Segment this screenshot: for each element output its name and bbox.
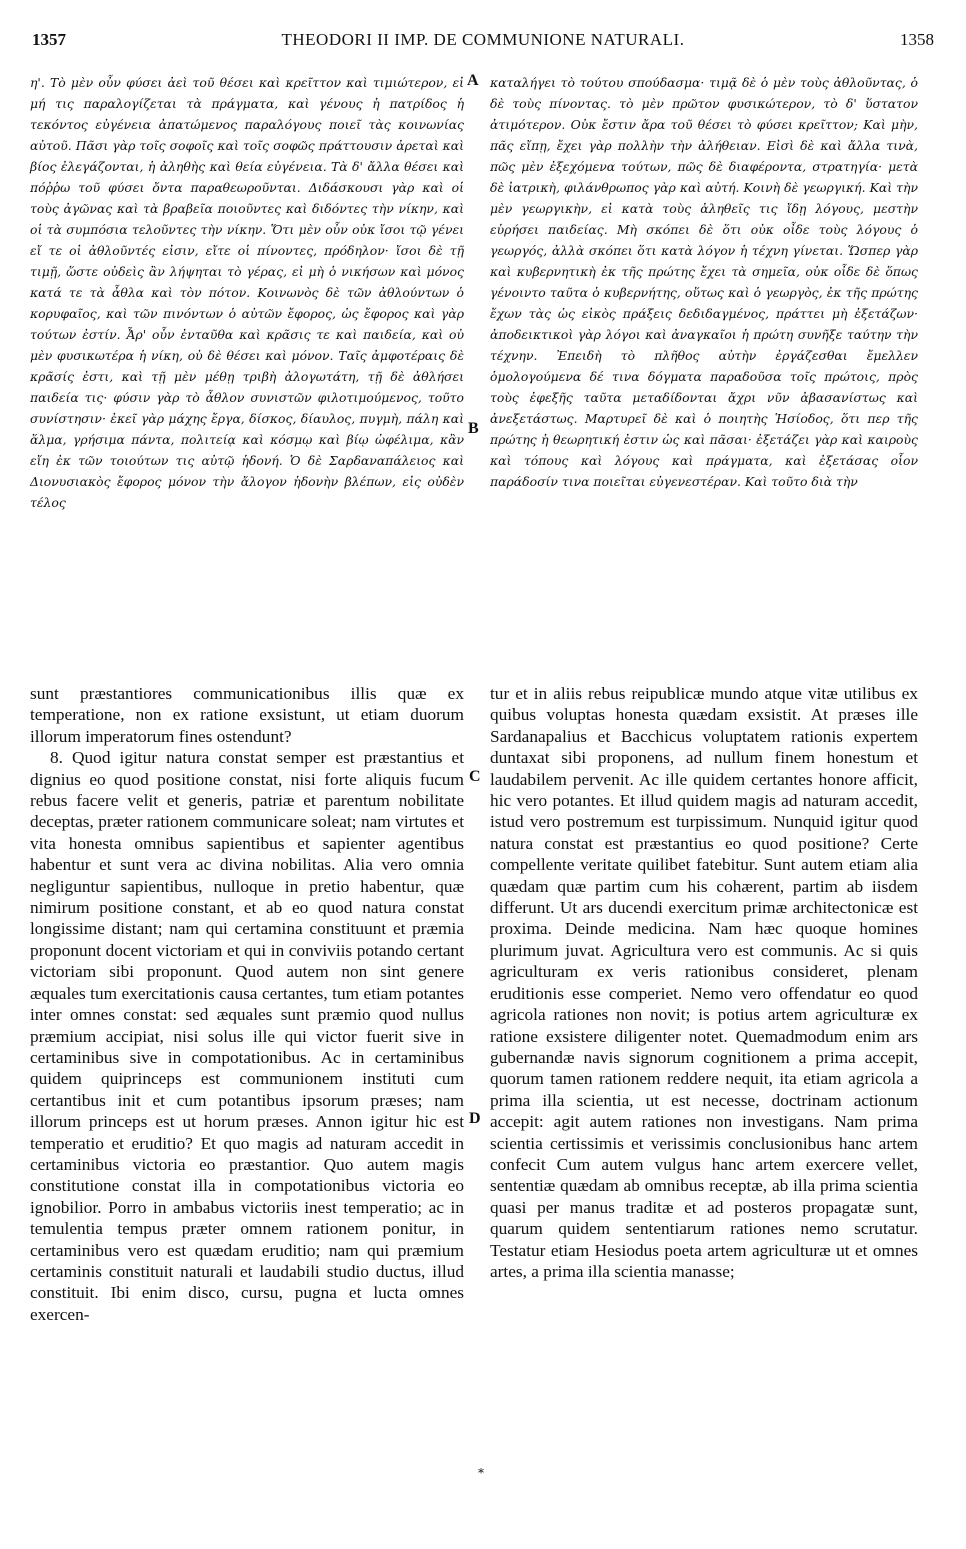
- section-marker-d: D: [469, 1110, 481, 1127]
- latin-paragraph-right: tur et in aliis rebus reipublicæ mundo atque vitæ utilibus ex quibus voluptas honesta quædam exsistit. At præses ille Sardanapalius et Bacchicus voluptatem rationis expertem duntaxat sibi proponens, ad nullum finem honestum et laudabilem pervenit. Ac ille quidem certantes honore afficit, hic vero potantes. Et illud quidem magis ad naturam accedit, istud vero postremum est turpissimum. Nunquid igitur quod natura constat est præstantius eo quod positione? Certe compellente veritate quilibet fatebitur. Sunt autem etiam alia quædam quæ partim cum his cohærent, partim ab iisdem differunt. Ut ars ducendi exercitum primæ architectonicæ est proxima. Deinde medicina. Nam hæc quoque homines plurimum juvat. Agricultura vero est communis. Ac si quis agriculturam ex veris rationibus consideret, plenam eruditionis esse comperiet. Nemo vero offendatur eo quod agricola rationes non novit; is potius artem agriculturæ ex ratione exsistere diligenter notet. Quemadmodum enim ars gubernandæ navis signorum cognitionem a prima accepit, quorum tamen rationem reddere nequit, ita etiam agricola a prima illa scientia, ut est necesse, doctrinam actionum accepit: agit autem rationes non investigans. Nam prima scientia certissimis et verissimis conclusionibus hanc artem confecit Cum autem vulgus hanc artem exercere vellet, sententiæ quædam ab omnibus receptæ, ab illa prima scientia quasi per manus traditæ et ad posteros propagatæ sunt, quarum quidem sententiarum rationes nemo scrutatur. Testatur etiam Hesiodus poeta artem agriculturæ ut et omnes artes, a prima illa scientia manasse;: [490, 684, 918, 1281]
- greek-column-right: [490, 72, 918, 492]
- section-marker-a: A: [467, 72, 479, 89]
- greek-paragraph-right: καταλήγει τὸ τούτου σπούδασμα· τιμᾷ δὲ ὁ μὲν τοὺς ἀθλοῦντας, ὁ δὲ τοὺς πίνοντας. τὸ μὲν πρῶτον φυσικώτερον, τὸ δ' ὕστατον ἀτιμότερον. Οὐκ ἔστιν ἄρα τοῦ θέσει τὸ φύσει κρεῖττον; Καὶ μὴν, πᾶς εἴπῃ, ἔχει γὰρ πολλὴν τὴν ἀλήθειαν. Εἰσὶ δὲ καὶ ἄλλα τινὰ, πῶς μὲν ἐξεχόμενα τούτων, πῶς δὲ διαφέροντα, στρατηγία· μετὰ δὲ ἰατρικὴ, φιλάνθρωπος γὰρ καὶ αὐτή. Κοινὴ δὲ γεωργική. Καὶ τὴν μὲν γεωργικὴν, εἰ κατὰ τοὺς ἀληθεῖς τις ἴδῃ λόγους, μεστὴν εὑρήσει παιδείας. Μὴ σκόπει δὲ ὅτι οὐκ οἶδε τοὺς λόγους ὁ γεωργός, ἀλλὰ σκόπει ὅτι κατὰ λόγον ἡ τέχνη γίνεται. Ὥσπερ γὰρ καὶ κυβερνητικὴ ἐκ τῆς πρώτης ἔχει τὰ σημεῖα, οὐκ οἶδε δὲ ὅπως γένοιντο ταῦτα ὁ κυβερνήτης, οὕτως καὶ ὁ γεωργὸς, ἐκ τῆς πρώτης ἔχων τὰς ὡς εἰκὸς πράξεις δεδιδαγμένος, πράττει μὴ ἐξετάζων· ἀποδεικτικοὶ γὰρ λόγοι καὶ ἀναγκαῖοι ἡ πρώτη συνῆξε ταύτην τὴν τέχνην. Ἐπειδὴ τὸ πλῆθος αὐτὴν ἐργάζεσθαι ἔμελλεν ὁμολογούμενα δέ τινα δόγματα παραδοῦσα τοῖς πρώτοις, πρὸς τοὺς ἐφεξῆς ταῦτα μεταδίδονται ἄχρι νῦν ἀβασανίστως καὶ ἀνεξετάστως. Μαρτυρεῖ δὲ καὶ ὁ ποιητὴς Ἡσίοδος, ὅτι περ τῆς πρώτης ἡ θεωρητική ἐστιν ὡς καὶ πᾶσαι· ἐξετάζει γὰρ καὶ καιροὺς καὶ τόπους καὶ λόγους καὶ πράγματα, καὶ ἐξετάσας οἷον παράδοσίν τινα ποιεῖται εὐγενεστέραν. Καὶ τοῦτο διὰ τὴν: [490, 75, 918, 489]
- footer-mark: *: [478, 1466, 484, 1480]
- running-title: THEODORI II IMP. DE COMMUNIONE NATURALI.: [281, 30, 685, 49]
- latin-column-left: [30, 683, 464, 1325]
- page-number-left: 1357: [32, 30, 66, 49]
- running-header: [32, 30, 934, 56]
- section-marker-b: B: [468, 420, 479, 437]
- latin-paragraph-left-1: sunt præstantiores communicationibus illis quæ ex temperatione, non ex ratione exsistunt, ut etiam duorum illorum imperatorum fines ostendunt?: [30, 684, 464, 746]
- page-number-right: 1358: [900, 30, 934, 49]
- greek-column-left: [30, 72, 464, 513]
- latin-paragraph-left-2: 8. Quod igitur natura constat semper est præstantius et dignius eo quod positione constat, nisi forte aliquis fucum rebus facere velit et generis, patriæ et parentum nobilitate deceptas, præter rationem communicare soleat; nam virtutes et vita honesta omnibus sapientibus et sapienter agentibus habentur et sunt vera ac divina nobilitas. Alia vero omnia negliguntur sapientibus, nulloque in pretio habentur, quæ nimirum positione constant, et ab eo quod natura constat longissime distant; nam qui certamina constituunt et præmia proponunt docent victoriam et qui in conviviis potando certant victoriam sibi proponunt. Quod autem non sint genere æquales tum exercitationis causa certantes, tum etiam potantes inter omnes constat: sed æquales sunt præmio quod nullus præmium accipiat, nisi solus ille qui victor fuerit sive in certaminibus sive in compotationibus. Ac in certaminibus quidem quiprinceps est communionem instituti cum certantibus init et cum potantibus ipsorum præses; nam illorum princeps est ut horum præses. Annon igitur hic est temperatio et eruditio? Et quo magis ad naturam accedit in certaminibus victoria eo præstantior. Quo autem magis constitutione constat illa in compotationibus victoria eo ignobilior. Porro in ambabus victoriis inest temperatio; ac in temulentia tempus præter omnem rationem ponitur, in certaminibus vero est quædam eruditio; nam qui præmium certaminis constituit naturali et laudabili studio ductus, illud constituit. Ibi enim disco, cursu, pugna et lucta omnes exercen-: [30, 748, 464, 1324]
- section-marker-c: C: [469, 768, 481, 785]
- greek-paragraph-left: η'. Τὸ μὲν οὖν φύσει ἀεὶ τοῦ θέσει καὶ κρεῖττον καὶ τιμιώτερον, εἰ μή τις παραλογίζεται τὰ πράγματα, καὶ γένους ἡ πατρίδος ἡ τεκόντος εὐγένεια ἀπατώμενος παραλόγους ποιεῖ τὰς κοινωνίας αὐτοῦ. Πᾶσι γὰρ τοῖς σοφοῖς καὶ τοῖς σοφῶς πράττουσιν ἀρεταὶ καὶ βίος ἐλεγάζονται, ἡ ἀληθὴς καὶ θεία εὐγένεια. Τὰ δ' ἄλλα θέσει καὶ πόῤῥω τοῦ φύσει ὄντα παραθεωροῦνται. Διδάσκουσι γὰρ καὶ οἱ τοὺς ἀγῶνας καὶ τὰ βραβεῖα ποιοῦντες καὶ διδόντες τὴν νίκην, καὶ οἱ τὰ συμπόσια τελοῦντες τὴν νίκην. Ὅτι μὲν οὖν οὐκ ἴσοι τῷ γένει εἴ τε οἱ ἀθλοῦντές εἰσιν, εἴτε οἱ πίνοντες, πρόδηλον· ἴσοι δὲ τῇ τιμῇ, ὥστε οὐδεὶς ἂν λήψηται τὸ γέρας, εἰ μὴ ὁ νικήσων καὶ μόνος κατά τε τὰ ἆθλα καὶ τὸν πότον. Κοινωνὸς δὲ τῶν ἀθλούντων ὁ κορυφαῖος, καὶ τῶν πινόντων ὁ αὐτῶν ἔφορος, ὡς ἔφορος καὶ γὰρ τούτων ἐστίν. Ἆρ' οὖν ἐνταῦθα καὶ κρᾶσις τε καὶ παιδεία, καὶ οὐ μὲν φυσικωτέρα ἡ νίκη, οὐ δὲ θέσει καὶ μόνον. Ταῖς ἀμφοτέραις δὲ κρᾶσίς ἐστι, καὶ τῇ μὲν μέθῃ τριβὴ ἀλογωτάτη, τῇ δὲ ἀθλήσει παιδεία τις· φύσιν γὰρ τὸ ἆθλον συνιστῶν φιλοτιμούμενος, τοῦτο συνίστησιν· ἐκεῖ γὰρ μάχης ἔργα, δίσκος, δίαυλος, πυγμὴ, πάλη καὶ ἅλμα, γρήσιμα πάντα, πολιτείᾳ καὶ κόσμῳ καὶ βίῳ ὠφέλιμα, κἂν εἴη ἐκ τῶν τοιούτων τις αὐτῷ ἡδονή. Ὁ δὲ Σαρδαναπάλειος καὶ Διονυσιακὸς ἔφορος μόνον τὴν ἄλογον ἡδονὴν βλέπων, εἰς οὐδὲν τέλος: [30, 75, 464, 510]
- latin-column-right: [490, 683, 918, 1282]
